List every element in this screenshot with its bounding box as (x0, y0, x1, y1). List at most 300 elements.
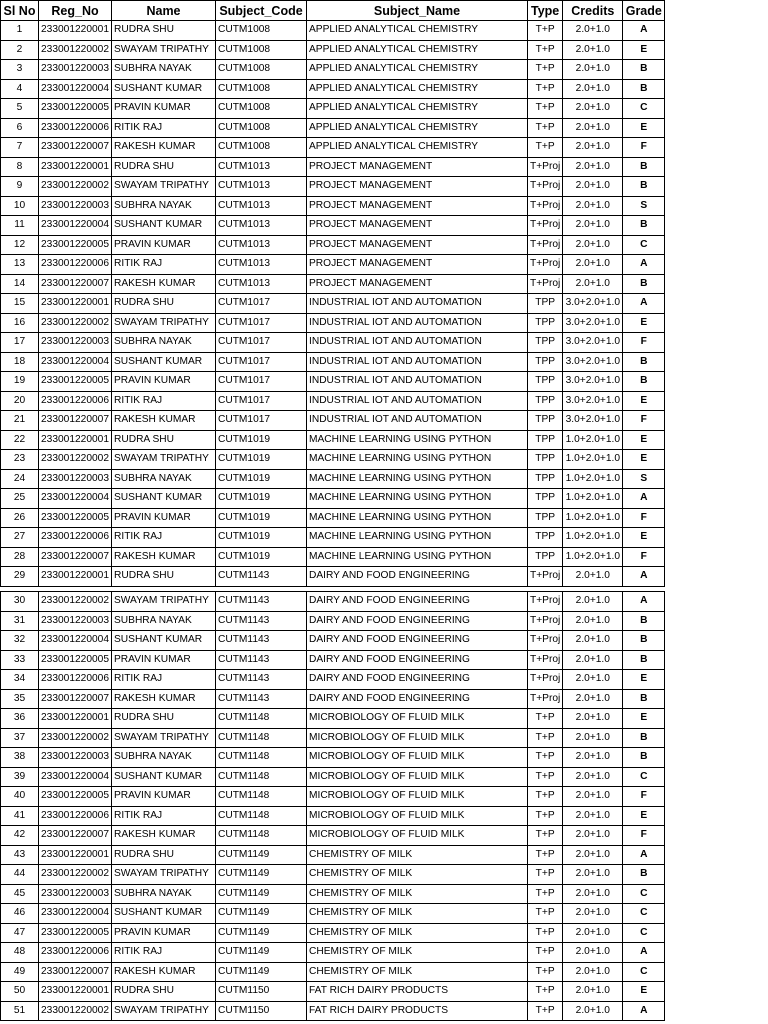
cell-sl-no: 48 (1, 943, 39, 963)
cell-name: PRAVIN KUMAR (112, 923, 216, 943)
cell-reg-no: 233001220006 (39, 943, 112, 963)
cell-name: RITIK RAJ (112, 391, 216, 411)
cell-subject-name: MICROBIOLOGY OF FLUID MILK (307, 748, 528, 768)
cell-reg-no: 233001220002 (39, 313, 112, 333)
cell-reg-no: 233001220007 (39, 547, 112, 567)
table-row (1, 567, 665, 587)
cell-type: T+Proj (528, 567, 563, 587)
cell-subject-code: CUTM1013 (216, 177, 307, 197)
grade-table-page-2 (0, 591, 665, 1021)
cell-sl-no: 31 (1, 611, 39, 631)
cell-name: PRAVIN KUMAR (112, 787, 216, 807)
table-row (1, 806, 665, 826)
cell-sl-no: 37 (1, 728, 39, 748)
cell-type: T+P (528, 884, 563, 904)
cell-name: PRAVIN KUMAR (112, 235, 216, 255)
cell-sl-no: 26 (1, 508, 39, 528)
header-subject-code: Subject_Code (216, 1, 307, 21)
cell-grade: B (623, 865, 665, 885)
cell-sl-no: 44 (1, 865, 39, 885)
cell-credits: 2.0+1.0 (563, 943, 623, 963)
cell-grade: B (623, 216, 665, 236)
cell-reg-no: 233001220003 (39, 611, 112, 631)
cell-subject-code: CUTM1143 (216, 670, 307, 690)
cell-sl-no: 2 (1, 40, 39, 60)
cell-sl-no: 36 (1, 709, 39, 729)
cell-type: T+P (528, 79, 563, 99)
table-row (1, 60, 665, 80)
cell-type: T+P (528, 748, 563, 768)
cell-grade: C (623, 235, 665, 255)
cell-sl-no: 38 (1, 748, 39, 768)
cell-subject-name: APPLIED ANALYTICAL CHEMISTRY (307, 99, 528, 119)
cell-reg-no: 233001220005 (39, 650, 112, 670)
header-reg-no: Reg_No (39, 1, 112, 21)
cell-subject-code: CUTM1143 (216, 567, 307, 587)
cell-credits: 2.0+1.0 (563, 99, 623, 119)
cell-subject-code: CUTM1008 (216, 99, 307, 119)
cell-name: SUSHANT KUMAR (112, 767, 216, 787)
cell-subject-code: CUTM1149 (216, 865, 307, 885)
cell-grade: B (623, 748, 665, 768)
cell-sl-no: 49 (1, 962, 39, 982)
cell-credits: 2.0+1.0 (563, 255, 623, 275)
cell-credits: 2.0+1.0 (563, 845, 623, 865)
cell-reg-no: 233001220001 (39, 157, 112, 177)
cell-reg-no: 233001220001 (39, 845, 112, 865)
cell-sl-no: 22 (1, 430, 39, 450)
cell-type: TPP (528, 528, 563, 548)
cell-grade: E (623, 528, 665, 548)
cell-reg-no: 233001220005 (39, 508, 112, 528)
cell-type: T+P (528, 118, 563, 138)
cell-type: T+Proj (528, 196, 563, 216)
cell-credits: 2.0+1.0 (563, 157, 623, 177)
cell-sl-no: 33 (1, 650, 39, 670)
cell-subject-name: INDUSTRIAL IOT AND AUTOMATION (307, 313, 528, 333)
cell-reg-no: 233001220006 (39, 118, 112, 138)
cell-type: TPP (528, 372, 563, 392)
cell-type: T+P (528, 962, 563, 982)
cell-sl-no: 24 (1, 469, 39, 489)
cell-reg-no: 233001220003 (39, 469, 112, 489)
cell-subject-code: CUTM1008 (216, 138, 307, 158)
cell-type: T+Proj (528, 670, 563, 690)
cell-name: SUBHRA NAYAK (112, 196, 216, 216)
cell-type: T+P (528, 923, 563, 943)
cell-credits: 2.0+1.0 (563, 709, 623, 729)
cell-subject-name: INDUSTRIAL IOT AND AUTOMATION (307, 352, 528, 372)
cell-subject-name: PROJECT MANAGEMENT (307, 157, 528, 177)
cell-reg-no: 233001220001 (39, 709, 112, 729)
cell-name: RUDRA SHU (112, 294, 216, 314)
cell-name: SUBHRA NAYAK (112, 469, 216, 489)
cell-sl-no: 42 (1, 826, 39, 846)
cell-subject-code: CUTM1008 (216, 118, 307, 138)
cell-subject-code: CUTM1008 (216, 40, 307, 60)
cell-subject-name: MACHINE LEARNING USING PYTHON (307, 508, 528, 528)
cell-subject-name: APPLIED ANALYTICAL CHEMISTRY (307, 79, 528, 99)
cell-grade: B (623, 689, 665, 709)
cell-name: SWAYAM TRIPATHY (112, 592, 216, 612)
table-row (1, 670, 665, 690)
cell-subject-code: CUTM1149 (216, 923, 307, 943)
cell-reg-no: 233001220004 (39, 767, 112, 787)
cell-grade: E (623, 982, 665, 1002)
cell-name: RAKESH KUMAR (112, 689, 216, 709)
cell-reg-no: 233001220004 (39, 79, 112, 99)
cell-grade: A (623, 567, 665, 587)
cell-reg-no: 233001220005 (39, 99, 112, 119)
cell-type: TPP (528, 411, 563, 431)
cell-type: T+P (528, 99, 563, 119)
cell-subject-code: CUTM1019 (216, 489, 307, 509)
cell-reg-no: 233001220001 (39, 21, 112, 41)
cell-reg-no: 233001220001 (39, 294, 112, 314)
cell-type: TPP (528, 294, 563, 314)
cell-grade: E (623, 670, 665, 690)
cell-type: T+Proj (528, 157, 563, 177)
table-row (1, 216, 665, 236)
cell-type: T+Proj (528, 650, 563, 670)
table-row (1, 904, 665, 924)
cell-subject-code: CUTM1148 (216, 748, 307, 768)
cell-grade: B (623, 611, 665, 631)
cell-grade: F (623, 508, 665, 528)
cell-subject-code: CUTM1019 (216, 469, 307, 489)
table-row (1, 611, 665, 631)
cell-grade: S (623, 469, 665, 489)
cell-name: PRAVIN KUMAR (112, 372, 216, 392)
cell-name: RUDRA SHU (112, 567, 216, 587)
cell-credits: 1.0+2.0+1.0 (563, 489, 623, 509)
cell-name: PRAVIN KUMAR (112, 650, 216, 670)
cell-reg-no: 233001220005 (39, 787, 112, 807)
cell-subject-name: CHEMISTRY OF MILK (307, 962, 528, 982)
cell-grade: A (623, 592, 665, 612)
cell-name: SWAYAM TRIPATHY (112, 40, 216, 60)
cell-subject-name: APPLIED ANALYTICAL CHEMISTRY (307, 60, 528, 80)
table-row (1, 631, 665, 651)
cell-subject-name: INDUSTRIAL IOT AND AUTOMATION (307, 294, 528, 314)
cell-credits: 3.0+2.0+1.0 (563, 391, 623, 411)
table-row (1, 787, 665, 807)
cell-type: T+Proj (528, 216, 563, 236)
cell-reg-no: 233001220002 (39, 592, 112, 612)
cell-subject-name: APPLIED ANALYTICAL CHEMISTRY (307, 118, 528, 138)
table-row (1, 21, 665, 41)
cell-name: RITIK RAJ (112, 255, 216, 275)
table-body-page-1 (1, 21, 665, 587)
cell-type: T+Proj (528, 235, 563, 255)
cell-sl-no: 30 (1, 592, 39, 612)
cell-name: SUSHANT KUMAR (112, 631, 216, 651)
cell-reg-no: 233001220007 (39, 826, 112, 846)
cell-sl-no: 19 (1, 372, 39, 392)
cell-name: RAKESH KUMAR (112, 274, 216, 294)
cell-reg-no: 233001220006 (39, 806, 112, 826)
cell-subject-code: CUTM1143 (216, 689, 307, 709)
cell-subject-code: CUTM1008 (216, 60, 307, 80)
cell-type: T+Proj (528, 255, 563, 275)
table-row (1, 177, 665, 197)
cell-grade: B (623, 60, 665, 80)
table-row (1, 157, 665, 177)
cell-subject-name: MICROBIOLOGY OF FLUID MILK (307, 709, 528, 729)
cell-sl-no: 40 (1, 787, 39, 807)
cell-type: T+P (528, 21, 563, 41)
cell-name: RUDRA SHU (112, 21, 216, 41)
cell-subject-name: MACHINE LEARNING USING PYTHON (307, 547, 528, 567)
cell-grade: F (623, 333, 665, 353)
cell-name: SUBHRA NAYAK (112, 884, 216, 904)
cell-sl-no: 13 (1, 255, 39, 275)
cell-grade: E (623, 806, 665, 826)
cell-subject-name: DAIRY AND FOOD ENGINEERING (307, 670, 528, 690)
cell-subject-name: DAIRY AND FOOD ENGINEERING (307, 689, 528, 709)
cell-type: TPP (528, 547, 563, 567)
cell-grade: A (623, 1001, 665, 1021)
cell-reg-no: 233001220001 (39, 567, 112, 587)
table-row (1, 372, 665, 392)
cell-subject-name: CHEMISTRY OF MILK (307, 943, 528, 963)
cell-type: T+P (528, 806, 563, 826)
cell-subject-code: CUTM1019 (216, 528, 307, 548)
table-row (1, 1001, 665, 1021)
table-row (1, 450, 665, 470)
cell-reg-no: 233001220007 (39, 138, 112, 158)
cell-sl-no: 23 (1, 450, 39, 470)
cell-name: SUSHANT KUMAR (112, 79, 216, 99)
cell-sl-no: 18 (1, 352, 39, 372)
table-row (1, 650, 665, 670)
cell-sl-no: 21 (1, 411, 39, 431)
cell-subject-code: CUTM1143 (216, 611, 307, 631)
cell-subject-code: CUTM1008 (216, 79, 307, 99)
cell-credits: 2.0+1.0 (563, 235, 623, 255)
table-row (1, 274, 665, 294)
cell-subject-code: CUTM1148 (216, 709, 307, 729)
cell-sl-no: 29 (1, 567, 39, 587)
cell-sl-no: 28 (1, 547, 39, 567)
cell-reg-no: 233001220004 (39, 631, 112, 651)
table-row (1, 352, 665, 372)
cell-type: TPP (528, 391, 563, 411)
cell-credits: 1.0+2.0+1.0 (563, 430, 623, 450)
cell-name: RAKESH KUMAR (112, 411, 216, 431)
cell-name: SWAYAM TRIPATHY (112, 450, 216, 470)
cell-type: TPP (528, 450, 563, 470)
cell-type: T+P (528, 60, 563, 80)
cell-type: T+P (528, 845, 563, 865)
cell-reg-no: 233001220002 (39, 40, 112, 60)
cell-subject-code: CUTM1019 (216, 547, 307, 567)
cell-credits: 3.0+2.0+1.0 (563, 411, 623, 431)
cell-reg-no: 233001220003 (39, 196, 112, 216)
cell-subject-name: PROJECT MANAGEMENT (307, 177, 528, 197)
cell-credits: 3.0+2.0+1.0 (563, 313, 623, 333)
cell-credits: 2.0+1.0 (563, 650, 623, 670)
cell-name: RITIK RAJ (112, 806, 216, 826)
cell-name: PRAVIN KUMAR (112, 99, 216, 119)
cell-sl-no: 11 (1, 216, 39, 236)
cell-reg-no: 233001220002 (39, 177, 112, 197)
table-row (1, 528, 665, 548)
cell-subject-name: APPLIED ANALYTICAL CHEMISTRY (307, 21, 528, 41)
cell-reg-no: 233001220004 (39, 904, 112, 924)
cell-reg-no: 233001220005 (39, 372, 112, 392)
cell-type: T+P (528, 40, 563, 60)
table-row (1, 294, 665, 314)
cell-name: RITIK RAJ (112, 670, 216, 690)
cell-reg-no: 233001220004 (39, 352, 112, 372)
cell-reg-no: 233001220007 (39, 274, 112, 294)
cell-type: T+Proj (528, 177, 563, 197)
cell-subject-code: CUTM1013 (216, 216, 307, 236)
cell-subject-code: CUTM1143 (216, 650, 307, 670)
cell-subject-name: FAT RICH DAIRY PRODUCTS (307, 1001, 528, 1021)
cell-credits: 2.0+1.0 (563, 118, 623, 138)
cell-grade: E (623, 40, 665, 60)
cell-type: T+P (528, 138, 563, 158)
cell-subject-name: PROJECT MANAGEMENT (307, 274, 528, 294)
cell-subject-code: CUTM1017 (216, 391, 307, 411)
cell-sl-no: 47 (1, 923, 39, 943)
cell-subject-code: CUTM1148 (216, 767, 307, 787)
cell-credits: 2.0+1.0 (563, 923, 623, 943)
cell-subject-name: INDUSTRIAL IOT AND AUTOMATION (307, 411, 528, 431)
cell-subject-name: MICROBIOLOGY OF FLUID MILK (307, 767, 528, 787)
cell-subject-name: CHEMISTRY OF MILK (307, 884, 528, 904)
table-row (1, 728, 665, 748)
cell-subject-code: CUTM1008 (216, 21, 307, 41)
cell-subject-name: INDUSTRIAL IOT AND AUTOMATION (307, 391, 528, 411)
cell-credits: 2.0+1.0 (563, 670, 623, 690)
cell-subject-name: PROJECT MANAGEMENT (307, 255, 528, 275)
cell-reg-no: 233001220007 (39, 962, 112, 982)
cell-type: T+P (528, 943, 563, 963)
cell-sl-no: 34 (1, 670, 39, 690)
cell-grade: A (623, 489, 665, 509)
cell-credits: 1.0+2.0+1.0 (563, 469, 623, 489)
cell-credits: 2.0+1.0 (563, 21, 623, 41)
cell-subject-code: CUTM1148 (216, 826, 307, 846)
cell-credits: 1.0+2.0+1.0 (563, 547, 623, 567)
cell-subject-name: CHEMISTRY OF MILK (307, 923, 528, 943)
cell-subject-name: APPLIED ANALYTICAL CHEMISTRY (307, 40, 528, 60)
cell-credits: 2.0+1.0 (563, 689, 623, 709)
cell-name: SUBHRA NAYAK (112, 60, 216, 80)
cell-subject-code: CUTM1013 (216, 157, 307, 177)
cell-subject-name: DAIRY AND FOOD ENGINEERING (307, 592, 528, 612)
cell-subject-name: DAIRY AND FOOD ENGINEERING (307, 611, 528, 631)
cell-subject-code: CUTM1143 (216, 592, 307, 612)
cell-credits: 2.0+1.0 (563, 787, 623, 807)
cell-reg-no: 233001220003 (39, 60, 112, 80)
cell-grade: F (623, 787, 665, 807)
cell-type: T+Proj (528, 592, 563, 612)
cell-subject-name: PROJECT MANAGEMENT (307, 216, 528, 236)
cell-subject-name: DAIRY AND FOOD ENGINEERING (307, 631, 528, 651)
cell-type: T+P (528, 787, 563, 807)
cell-reg-no: 233001220002 (39, 450, 112, 470)
cell-subject-code: CUTM1148 (216, 806, 307, 826)
table-row (1, 235, 665, 255)
table-row (1, 845, 665, 865)
cell-grade: A (623, 294, 665, 314)
cell-grade: F (623, 138, 665, 158)
table-row (1, 255, 665, 275)
cell-subject-name: CHEMISTRY OF MILK (307, 845, 528, 865)
cell-subject-code: CUTM1143 (216, 631, 307, 651)
cell-subject-name: MICROBIOLOGY OF FLUID MILK (307, 787, 528, 807)
header-sl-no: Sl No (1, 1, 39, 21)
cell-subject-name: MICROBIOLOGY OF FLUID MILK (307, 806, 528, 826)
cell-name: RAKESH KUMAR (112, 138, 216, 158)
cell-credits: 3.0+2.0+1.0 (563, 294, 623, 314)
table-row (1, 99, 665, 119)
table-row (1, 884, 665, 904)
table-row (1, 748, 665, 768)
cell-name: SUBHRA NAYAK (112, 333, 216, 353)
cell-name: SWAYAM TRIPATHY (112, 1001, 216, 1021)
cell-reg-no: 233001220004 (39, 216, 112, 236)
cell-subject-name: PROJECT MANAGEMENT (307, 235, 528, 255)
table-row (1, 469, 665, 489)
cell-credits: 2.0+1.0 (563, 177, 623, 197)
table-row (1, 313, 665, 333)
table-header (1, 1, 665, 21)
cell-subject-code: CUTM1149 (216, 962, 307, 982)
cell-type: T+P (528, 982, 563, 1002)
table-row (1, 430, 665, 450)
cell-reg-no: 233001220006 (39, 255, 112, 275)
cell-name: RUDRA SHU (112, 709, 216, 729)
cell-sl-no: 41 (1, 806, 39, 826)
cell-subject-code: CUTM1017 (216, 333, 307, 353)
cell-reg-no: 233001220007 (39, 411, 112, 431)
cell-grade: E (623, 709, 665, 729)
header-grade: Grade (623, 1, 665, 21)
table-body-page-2 (1, 592, 665, 1021)
cell-subject-code: CUTM1149 (216, 845, 307, 865)
cell-subject-code: CUTM1149 (216, 884, 307, 904)
cell-credits: 3.0+2.0+1.0 (563, 372, 623, 392)
cell-grade: E (623, 313, 665, 333)
cell-grade: B (623, 79, 665, 99)
cell-subject-code: CUTM1148 (216, 728, 307, 748)
cell-sl-no: 3 (1, 60, 39, 80)
cell-name: RAKESH KUMAR (112, 826, 216, 846)
cell-subject-code: CUTM1017 (216, 294, 307, 314)
cell-reg-no: 233001220004 (39, 489, 112, 509)
cell-grade: S (623, 196, 665, 216)
cell-name: RITIK RAJ (112, 528, 216, 548)
cell-credits: 2.0+1.0 (563, 884, 623, 904)
table-row (1, 391, 665, 411)
cell-grade: F (623, 411, 665, 431)
cell-credits: 2.0+1.0 (563, 631, 623, 651)
cell-sl-no: 16 (1, 313, 39, 333)
cell-grade: B (623, 631, 665, 651)
cell-name: SUBHRA NAYAK (112, 748, 216, 768)
cell-name: SUBHRA NAYAK (112, 611, 216, 631)
cell-grade: A (623, 255, 665, 275)
cell-sl-no: 15 (1, 294, 39, 314)
cell-subject-code: CUTM1017 (216, 372, 307, 392)
cell-sl-no: 27 (1, 528, 39, 548)
cell-credits: 2.0+1.0 (563, 728, 623, 748)
